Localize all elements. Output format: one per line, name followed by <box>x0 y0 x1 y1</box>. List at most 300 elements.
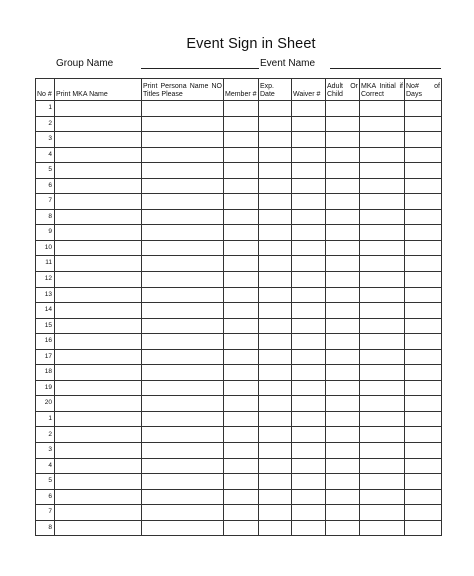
cell-waiver[interactable] <box>292 132 326 148</box>
header-days <box>405 79 442 101</box>
table-row <box>36 474 442 490</box>
cell-print-mka-name[interactable] <box>55 489 142 505</box>
cell-member[interactable] <box>224 396 259 412</box>
cell-member[interactable] <box>224 505 259 521</box>
cell-mka-initial[interactable] <box>360 256 405 272</box>
cell-print-mka-name[interactable] <box>55 349 142 365</box>
cell-mka-initial[interactable] <box>360 349 405 365</box>
cell-mka-initial[interactable] <box>360 380 405 396</box>
cell-days[interactable] <box>405 256 442 272</box>
cell-mka-initial[interactable] <box>360 411 405 427</box>
cell-exp-date[interactable] <box>259 101 292 117</box>
cell-adult-or-child[interactable] <box>326 225 360 241</box>
cell-days[interactable] <box>405 349 442 365</box>
row-number: 1 <box>36 101 55 117</box>
cell-adult-or-child[interactable] <box>326 132 360 148</box>
cell-member[interactable] <box>224 334 259 350</box>
row-number: 4 <box>36 147 55 163</box>
cell-adult-or-child[interactable] <box>326 194 360 210</box>
header-persona-line1: Print Persona Name NO <box>143 83 222 90</box>
cell-persona-name[interactable] <box>142 147 224 163</box>
cell-days[interactable] <box>405 209 442 225</box>
cell-exp-date[interactable] <box>259 474 292 490</box>
cell-waiver[interactable] <box>292 505 326 521</box>
cell-exp-date[interactable] <box>259 380 292 396</box>
cell-print-mka-name[interactable] <box>55 505 142 521</box>
cell-member[interactable] <box>224 427 259 443</box>
cell-waiver[interactable] <box>292 147 326 163</box>
cell-member[interactable] <box>224 194 259 210</box>
cell-days[interactable] <box>405 318 442 334</box>
cell-days[interactable] <box>405 380 442 396</box>
cell-mka-initial[interactable] <box>360 272 405 288</box>
cell-days[interactable] <box>405 443 442 459</box>
cell-adult-or-child[interactable] <box>326 520 360 536</box>
table-row <box>36 396 442 412</box>
group-name-label: Group Name <box>56 58 114 69</box>
cell-persona-name[interactable] <box>142 427 224 443</box>
cell-waiver[interactable] <box>292 272 326 288</box>
cell-exp-date[interactable] <box>259 318 292 334</box>
row-number: 18 <box>36 365 55 381</box>
cell-days[interactable] <box>405 240 442 256</box>
cell-days[interactable] <box>405 272 442 288</box>
cell-adult-or-child[interactable] <box>326 256 360 272</box>
cell-print-mka-name[interactable] <box>55 209 142 225</box>
table-row <box>36 365 442 381</box>
cell-print-mka-name[interactable] <box>55 411 142 427</box>
row-number: 12 <box>36 272 55 288</box>
cell-persona-name[interactable] <box>142 365 224 381</box>
table-row <box>36 505 442 521</box>
cell-adult-or-child[interactable] <box>326 443 360 459</box>
cell-days[interactable] <box>405 520 442 536</box>
cell-mka-initial[interactable] <box>360 194 405 210</box>
cell-member[interactable] <box>224 240 259 256</box>
header-initial-line2: Correct <box>361 91 384 98</box>
cell-adult-or-child[interactable] <box>326 287 360 303</box>
cell-waiver[interactable] <box>292 303 326 319</box>
cell-exp-date[interactable] <box>259 225 292 241</box>
cell-print-mka-name[interactable] <box>55 240 142 256</box>
cell-persona-name[interactable] <box>142 489 224 505</box>
cell-member[interactable] <box>224 458 259 474</box>
header-days-line2: Days <box>406 91 422 98</box>
row-number: 8 <box>36 209 55 225</box>
row-number: 3 <box>36 443 55 459</box>
cell-member[interactable] <box>224 520 259 536</box>
cell-mka-initial[interactable] <box>360 303 405 319</box>
cell-print-mka-name[interactable] <box>55 520 142 536</box>
row-number: 10 <box>36 240 55 256</box>
cell-print-mka-name[interactable] <box>55 458 142 474</box>
cell-mka-initial[interactable] <box>360 318 405 334</box>
cell-mka-initial[interactable] <box>360 458 405 474</box>
cell-persona-name[interactable] <box>142 240 224 256</box>
cell-mka-initial[interactable] <box>360 334 405 350</box>
cell-waiver[interactable] <box>292 256 326 272</box>
cell-mka-initial[interactable] <box>360 147 405 163</box>
cell-days[interactable] <box>405 427 442 443</box>
cell-adult-or-child[interactable] <box>326 303 360 319</box>
cell-persona-name[interactable] <box>142 178 224 194</box>
cell-exp-date[interactable] <box>259 194 292 210</box>
cell-member[interactable] <box>224 209 259 225</box>
cell-mka-initial[interactable] <box>360 396 405 412</box>
cell-member[interactable] <box>224 443 259 459</box>
cell-days[interactable] <box>405 147 442 163</box>
table-row <box>36 240 442 256</box>
row-number: 2 <box>36 116 55 132</box>
cell-exp-date[interactable] <box>259 256 292 272</box>
cell-mka-initial[interactable] <box>360 474 405 490</box>
cell-member[interactable] <box>224 411 259 427</box>
cell-persona-name[interactable] <box>142 349 224 365</box>
row-number: 15 <box>36 318 55 334</box>
cell-days[interactable] <box>405 505 442 521</box>
cell-days[interactable] <box>405 334 442 350</box>
cell-adult-or-child[interactable] <box>326 474 360 490</box>
cell-waiver[interactable] <box>292 334 326 350</box>
cell-waiver[interactable] <box>292 225 326 241</box>
cell-mka-initial[interactable] <box>360 178 405 194</box>
cell-days[interactable] <box>405 458 442 474</box>
cell-exp-date[interactable] <box>259 287 292 303</box>
cell-exp-date[interactable] <box>259 147 292 163</box>
cell-waiver[interactable] <box>292 318 326 334</box>
cell-exp-date[interactable] <box>259 443 292 459</box>
cell-waiver[interactable] <box>292 380 326 396</box>
cell-persona-name[interactable] <box>142 458 224 474</box>
table-row <box>36 209 442 225</box>
cell-member[interactable] <box>224 101 259 117</box>
cell-exp-date[interactable] <box>259 427 292 443</box>
cell-waiver[interactable] <box>292 194 326 210</box>
cell-persona-name[interactable] <box>142 303 224 319</box>
cell-persona-name[interactable] <box>142 272 224 288</box>
cell-persona-name[interactable] <box>142 225 224 241</box>
table-row <box>36 458 442 474</box>
cell-print-mka-name[interactable] <box>55 427 142 443</box>
cell-days[interactable] <box>405 303 442 319</box>
cell-exp-date[interactable] <box>259 365 292 381</box>
cell-days[interactable] <box>405 474 442 490</box>
cell-adult-or-child[interactable] <box>326 427 360 443</box>
cell-adult-or-child[interactable] <box>326 349 360 365</box>
table-row <box>36 272 442 288</box>
row-number: 6 <box>36 489 55 505</box>
cell-print-mka-name[interactable] <box>55 287 142 303</box>
cell-waiver[interactable] <box>292 209 326 225</box>
header-adult-or-child <box>326 79 360 101</box>
table-row <box>36 225 442 241</box>
cell-exp-date[interactable] <box>259 349 292 365</box>
cell-member[interactable] <box>224 474 259 490</box>
cell-waiver[interactable] <box>292 396 326 412</box>
cell-days[interactable] <box>405 396 442 412</box>
cell-adult-or-child[interactable] <box>326 365 360 381</box>
cell-print-mka-name[interactable] <box>55 178 142 194</box>
row-number: 11 <box>36 256 55 272</box>
cell-persona-name[interactable] <box>142 132 224 148</box>
table-row <box>36 427 442 443</box>
cell-waiver[interactable] <box>292 178 326 194</box>
table-row <box>36 349 442 365</box>
cell-persona-name[interactable] <box>142 318 224 334</box>
cell-member[interactable] <box>224 349 259 365</box>
cell-persona-name[interactable] <box>142 209 224 225</box>
cell-exp-date[interactable] <box>259 116 292 132</box>
cell-exp-date[interactable] <box>259 178 292 194</box>
cell-member[interactable] <box>224 489 259 505</box>
cell-waiver[interactable] <box>292 443 326 459</box>
table-row <box>36 116 442 132</box>
header-adult-line2: Child <box>327 91 343 98</box>
cell-waiver[interactable] <box>292 474 326 490</box>
cell-persona-name[interactable] <box>142 396 224 412</box>
cell-mka-initial[interactable] <box>360 240 405 256</box>
cell-member[interactable] <box>224 225 259 241</box>
cell-adult-or-child[interactable] <box>326 178 360 194</box>
header-mka-initial <box>360 79 405 101</box>
cell-member[interactable] <box>224 287 259 303</box>
cell-print-mka-name[interactable] <box>55 147 142 163</box>
cell-persona-name[interactable] <box>142 334 224 350</box>
row-number: 2 <box>36 427 55 443</box>
cell-adult-or-child[interactable] <box>326 240 360 256</box>
cell-persona-name[interactable] <box>142 116 224 132</box>
cell-exp-date[interactable] <box>259 489 292 505</box>
cell-adult-or-child[interactable] <box>326 396 360 412</box>
row-number: 6 <box>36 178 55 194</box>
cell-exp-date[interactable] <box>259 411 292 427</box>
table-row <box>36 443 442 459</box>
cell-exp-date[interactable] <box>259 209 292 225</box>
row-number: 7 <box>36 194 55 210</box>
cell-adult-or-child[interactable] <box>326 334 360 350</box>
sheet-title: Event Sign in Sheet <box>186 36 316 52</box>
cell-adult-or-child[interactable] <box>326 318 360 334</box>
cell-adult-or-child[interactable] <box>326 505 360 521</box>
cell-member[interactable] <box>224 163 259 179</box>
cell-print-mka-name[interactable] <box>55 132 142 148</box>
cell-days[interactable] <box>405 365 442 381</box>
cell-exp-date[interactable] <box>259 272 292 288</box>
cell-days[interactable] <box>405 411 442 427</box>
row-number: 5 <box>36 163 55 179</box>
header-initial-line1: MKA Initial if <box>361 83 403 90</box>
cell-print-mka-name[interactable] <box>55 303 142 319</box>
cell-member[interactable] <box>224 132 259 148</box>
cell-persona-name[interactable] <box>142 520 224 536</box>
header-no: No # <box>36 79 55 101</box>
cell-member[interactable] <box>224 116 259 132</box>
row-number: 19 <box>36 380 55 396</box>
table-row <box>36 287 442 303</box>
cell-print-mka-name[interactable] <box>55 272 142 288</box>
cell-persona-name[interactable] <box>142 411 224 427</box>
cell-member[interactable] <box>224 147 259 163</box>
cell-days[interactable] <box>405 287 442 303</box>
table-row <box>36 334 442 350</box>
cell-exp-date[interactable] <box>259 240 292 256</box>
cell-waiver[interactable] <box>292 489 326 505</box>
cell-persona-name[interactable] <box>142 194 224 210</box>
cell-days[interactable] <box>405 163 442 179</box>
cell-exp-date[interactable] <box>259 334 292 350</box>
cell-mka-initial[interactable] <box>360 505 405 521</box>
row-number: 5 <box>36 474 55 490</box>
cell-print-mka-name[interactable] <box>55 443 142 459</box>
cell-waiver[interactable] <box>292 427 326 443</box>
cell-adult-or-child[interactable] <box>326 489 360 505</box>
event-name-line[interactable] <box>330 68 441 69</box>
cell-print-mka-name[interactable] <box>55 334 142 350</box>
cell-exp-date[interactable] <box>259 303 292 319</box>
cell-member[interactable] <box>224 256 259 272</box>
cell-waiver[interactable] <box>292 163 326 179</box>
cell-print-mka-name[interactable] <box>55 380 142 396</box>
cell-mka-initial[interactable] <box>360 101 405 117</box>
cell-exp-date[interactable] <box>259 520 292 536</box>
group-name-line[interactable] <box>141 68 259 69</box>
row-number: 8 <box>36 520 55 536</box>
header-exp-date: Exp. Date <box>259 79 292 101</box>
cell-waiver[interactable] <box>292 240 326 256</box>
table-row <box>36 147 442 163</box>
cell-print-mka-name[interactable] <box>55 365 142 381</box>
cell-print-mka-name[interactable] <box>55 163 142 179</box>
row-number: 13 <box>36 287 55 303</box>
cell-waiver[interactable] <box>292 520 326 536</box>
cell-persona-name[interactable] <box>142 474 224 490</box>
cell-adult-or-child[interactable] <box>326 209 360 225</box>
cell-print-mka-name[interactable] <box>55 225 142 241</box>
cell-mka-initial[interactable] <box>360 443 405 459</box>
cell-days[interactable] <box>405 194 442 210</box>
cell-persona-name[interactable] <box>142 256 224 272</box>
cell-persona-name[interactable] <box>142 380 224 396</box>
cell-mka-initial[interactable] <box>360 427 405 443</box>
cell-print-mka-name[interactable] <box>55 256 142 272</box>
table-row <box>36 380 442 396</box>
cell-waiver[interactable] <box>292 458 326 474</box>
row-number: 3 <box>36 132 55 148</box>
cell-adult-or-child[interactable] <box>326 411 360 427</box>
cell-waiver[interactable] <box>292 101 326 117</box>
cell-mka-initial[interactable] <box>360 225 405 241</box>
cell-print-mka-name[interactable] <box>55 396 142 412</box>
cell-member[interactable] <box>224 318 259 334</box>
cell-waiver[interactable] <box>292 365 326 381</box>
cell-mka-initial[interactable] <box>360 365 405 381</box>
cell-member[interactable] <box>224 365 259 381</box>
cell-adult-or-child[interactable] <box>326 101 360 117</box>
cell-persona-name[interactable] <box>142 287 224 303</box>
cell-mka-initial[interactable] <box>360 163 405 179</box>
row-number: 9 <box>36 225 55 241</box>
cell-days[interactable] <box>405 116 442 132</box>
header-print-mka-name: Print MKA Name <box>55 79 142 101</box>
event-name-label: Event Name <box>260 58 316 69</box>
cell-print-mka-name[interactable] <box>55 194 142 210</box>
row-number: 20 <box>36 396 55 412</box>
cell-print-mka-name[interactable] <box>55 101 142 117</box>
cell-adult-or-child[interactable] <box>326 458 360 474</box>
table-row <box>36 132 442 148</box>
cell-persona-name[interactable] <box>142 505 224 521</box>
cell-days[interactable] <box>405 132 442 148</box>
cell-adult-or-child[interactable] <box>326 380 360 396</box>
header-waiver: Waiver # <box>292 79 326 101</box>
cell-member[interactable] <box>224 178 259 194</box>
cell-exp-date[interactable] <box>259 132 292 148</box>
row-number: 14 <box>36 303 55 319</box>
row-number: 17 <box>36 349 55 365</box>
cell-mka-initial[interactable] <box>360 489 405 505</box>
cell-mka-initial[interactable] <box>360 132 405 148</box>
header-persona-line2: Titles Please <box>143 91 183 98</box>
table-body <box>36 101 442 536</box>
cell-print-mka-name[interactable] <box>55 116 142 132</box>
cell-mka-initial[interactable] <box>360 520 405 536</box>
row-number: 4 <box>36 458 55 474</box>
header-adult-line1: Adult Or <box>327 83 358 90</box>
cell-member[interactable] <box>224 272 259 288</box>
cell-adult-or-child[interactable] <box>326 147 360 163</box>
cell-days[interactable] <box>405 101 442 117</box>
cell-adult-or-child[interactable] <box>326 116 360 132</box>
cell-exp-date[interactable] <box>259 458 292 474</box>
header-days-line1: No# of <box>406 83 440 90</box>
row-number: 16 <box>36 334 55 350</box>
table-row <box>36 303 442 319</box>
cell-persona-name[interactable] <box>142 443 224 459</box>
cell-adult-or-child[interactable] <box>326 272 360 288</box>
cell-days[interactable] <box>405 225 442 241</box>
cell-waiver[interactable] <box>292 287 326 303</box>
cell-exp-date[interactable] <box>259 505 292 521</box>
cell-member[interactable] <box>224 303 259 319</box>
cell-waiver[interactable] <box>292 349 326 365</box>
cell-adult-or-child[interactable] <box>326 163 360 179</box>
cell-mka-initial[interactable] <box>360 116 405 132</box>
table-row <box>36 411 442 427</box>
cell-waiver[interactable] <box>292 411 326 427</box>
table-row <box>36 178 442 194</box>
table-row <box>36 489 442 505</box>
header-row <box>36 79 442 101</box>
cell-print-mka-name[interactable] <box>55 474 142 490</box>
cell-exp-date[interactable] <box>259 396 292 412</box>
cell-mka-initial[interactable] <box>360 287 405 303</box>
cell-waiver[interactable] <box>292 116 326 132</box>
cell-days[interactable] <box>405 489 442 505</box>
header-persona-name <box>142 79 224 101</box>
cell-persona-name[interactable] <box>142 101 224 117</box>
cell-exp-date[interactable] <box>259 163 292 179</box>
table-row <box>36 318 442 334</box>
cell-print-mka-name[interactable] <box>55 318 142 334</box>
table-row <box>36 520 442 536</box>
table-row <box>36 194 442 210</box>
cell-days[interactable] <box>405 178 442 194</box>
table-row <box>36 256 442 272</box>
cell-mka-initial[interactable] <box>360 209 405 225</box>
cell-persona-name[interactable] <box>142 163 224 179</box>
table-row <box>36 101 442 117</box>
cell-member[interactable] <box>224 380 259 396</box>
